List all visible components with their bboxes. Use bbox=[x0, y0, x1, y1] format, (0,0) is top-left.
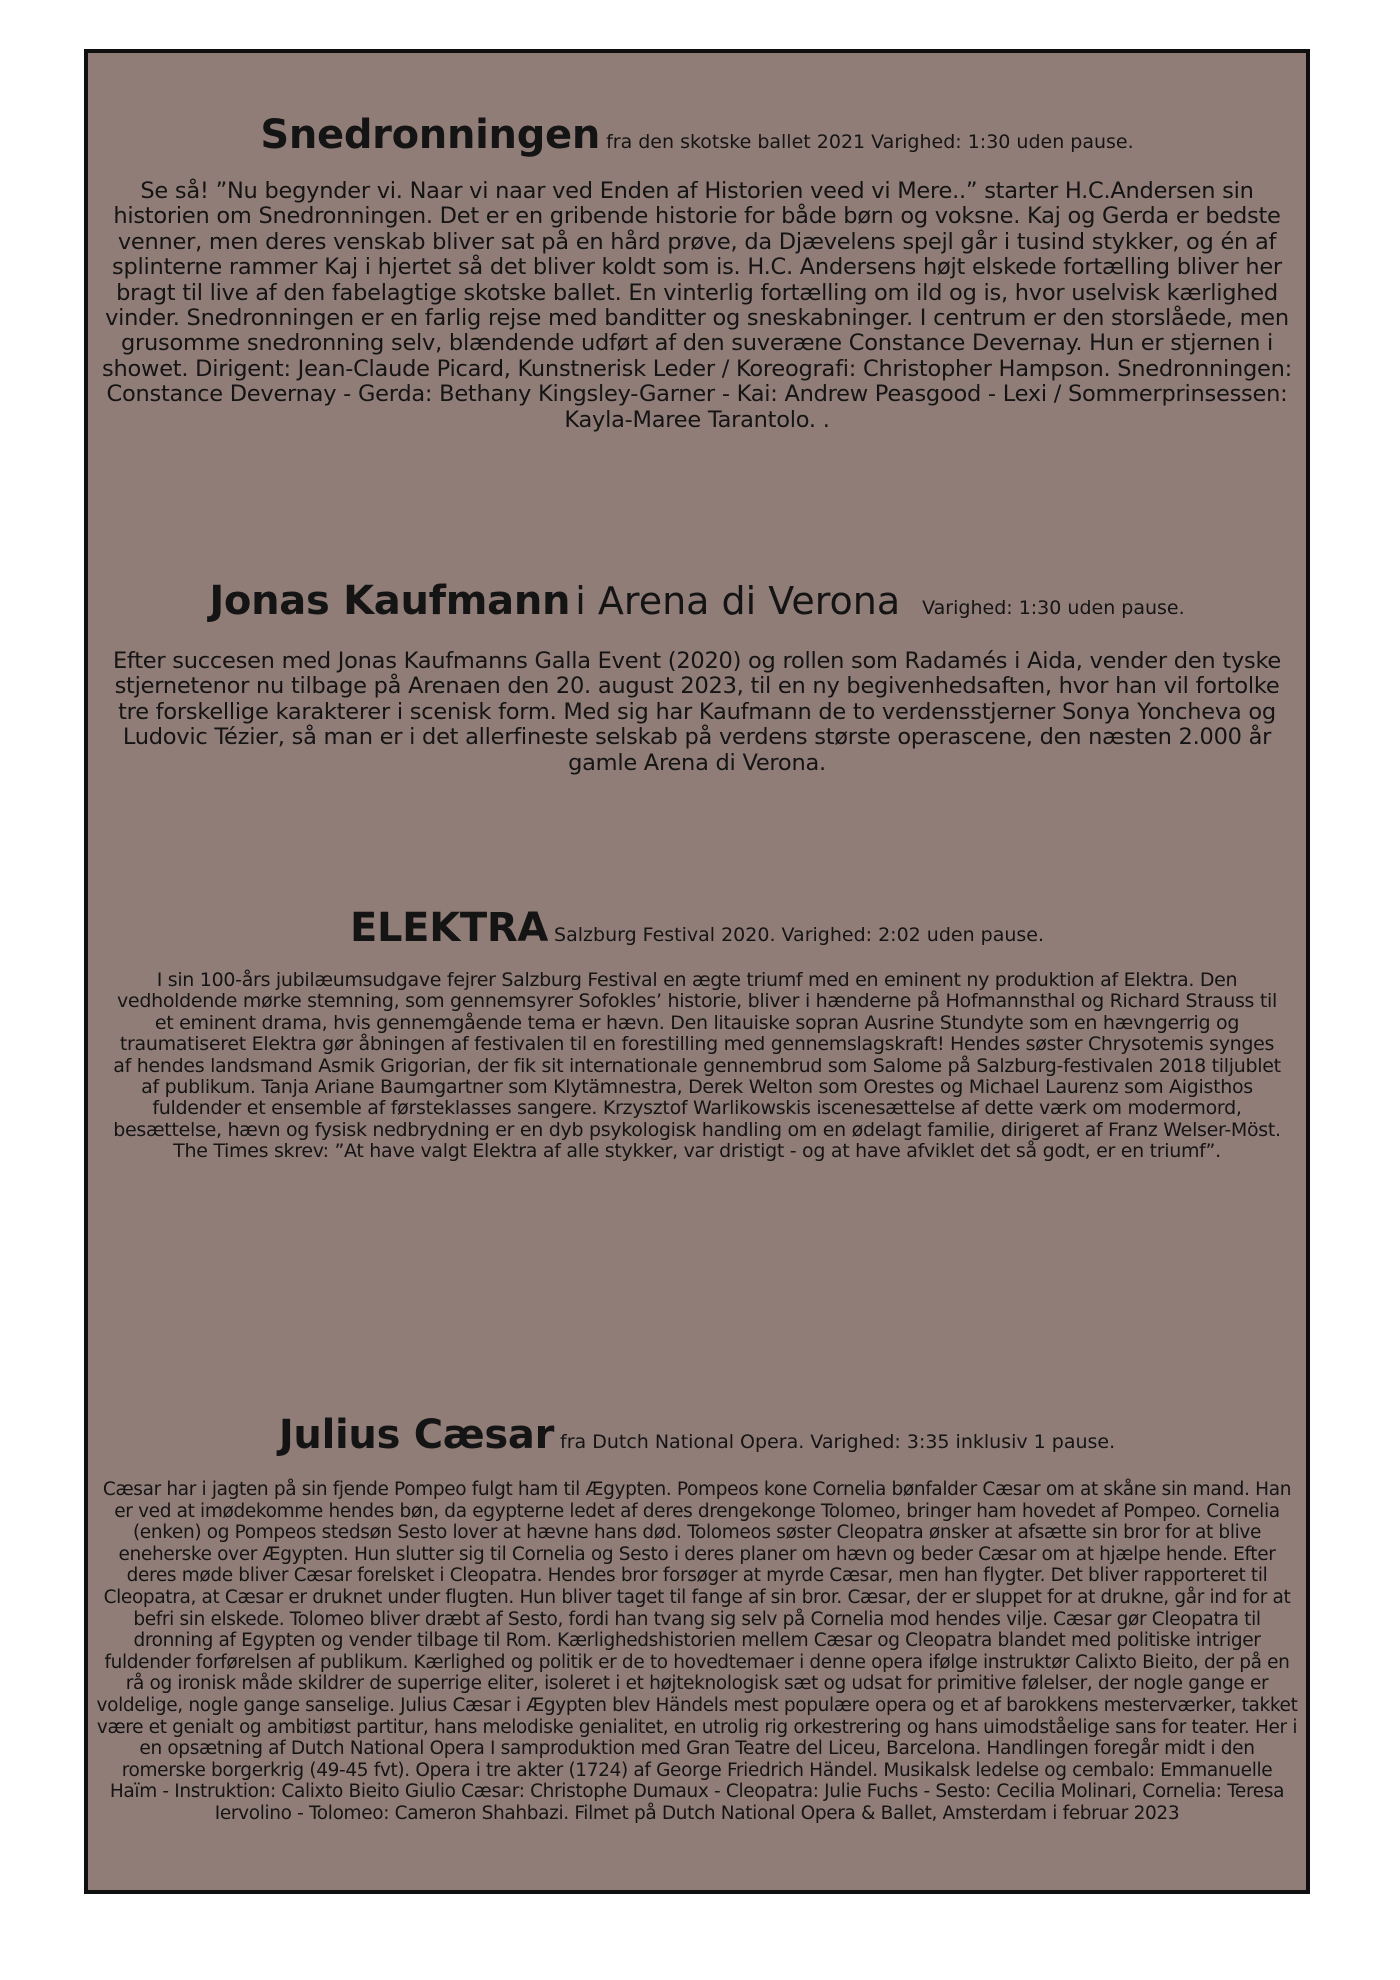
event-heading bbox=[94, 579, 1300, 623]
event-subtitle: fra den skotske ballet 2021 Varighed: 1:30 uden pause. bbox=[606, 131, 1134, 153]
event-title: Julius Cæsar bbox=[278, 1412, 555, 1458]
event-julius-caesar bbox=[94, 1413, 1300, 1825]
event-description: Se så! ”Nu begynder vi. Naar vi naar ved Enden af Historien veed vi Mere..” starter H.C.Andersen sin historien om Snedronningen. Det er en gribende historie for både børn og voksne. Kaj og Gerda er bedste venner, men deres venskab bliver sat på en hård prøve, da Djævelens spejl går i tusind stykker, og én af splinterne rammer Kaj i hjertet så det bliver koldt som is. H.C. Andersens højt elskede fortælling bliver her bragt til live af den fabelagtige skotske ballet. En vinterlig fortælling om ild og is, hvor uselvisk kærlighed vinder. Snedronningen er en farlig rejse med banditter og sneskabninger. I centrum er den storslåede, men grusomme snedronning selv, blændende udført af den suveræne Constance Devernay. Hun er stjernen i showet. Dirigent: Jean-Claude Picard, Kunstnerisk Leder / Koreografi: Christopher Hampson. Snedronningen: Constance Devernay - Gerda: Bethany Kingsley-Garner - Kai: Andrew Peasgood - Lexi / Sommerprinsessen: Kayla-Maree Tarantolo. . bbox=[102, 178, 1292, 433]
programme-panel bbox=[84, 49, 1310, 1894]
event-subtitle: Varighed: 1:30 uden pause. bbox=[922, 597, 1185, 619]
event-heading bbox=[94, 113, 1300, 157]
event-heading bbox=[94, 906, 1300, 950]
event-snedronningen bbox=[94, 113, 1300, 433]
event-elektra bbox=[94, 906, 1300, 1163]
event-subtitle: fra Dutch National Opera. Varighed: 3:35 inklusiv 1 pause. bbox=[560, 1431, 1116, 1453]
event-title-rest: i Arena di Verona bbox=[575, 579, 901, 623]
event-title: Jonas Kaufmann bbox=[209, 578, 571, 624]
event-subtitle: Salzburg Festival 2020. Varighed: 2:02 uden pause. bbox=[554, 924, 1045, 946]
event-heading bbox=[94, 1413, 1300, 1457]
event-description: Efter succesen med Jonas Kaufmanns Galla Event (2020) og rollen som Radamés i Aida, vender den tyske stjernetenor nu tilbage på Arenaen den 20. august 2023, til en ny begivenhedsaften, hvor han vil fortolke tre forskellige karakterer i scenisk form. Med sig har Kaufmann de to verdensstjerner Sonya Yoncheva og Ludovic Tézier, så man er i det allerfineste selskab på verdens største operascene, den næsten 2.000 år gamle Arena di Verona. bbox=[112, 648, 1282, 776]
event-title: Snedronningen bbox=[260, 112, 601, 158]
event-description: Cæsar har i jagten på sin fjende Pompeo fulgt ham til Ægypten. Pompeos kone Cornelia bønfalder Cæsar om at skåne sin mand. Han er ved at imødekomme hendes bøn, da egypterne ledet af deres drengekonge Tolomeo, bringer ham hovedet af Pompeo. Cornelia (enken) og Pompeos stedsøn Sesto lover at hævne hans død. Tolomeos søster Cleopatra ønsker at afsætte sin bror for at blive eneherske over Ægypten. Hun slutter sig til Cornelia og Sesto i deres planer om hævn og beder Cæsar om at hjælpe hende. Efter deres møde bliver Cæsar forelsket i Cleopatra. Hendes bror forsøger at myrde Cæsar, men han flygter. Det bliver rapporteret til Cleopatra, at Cæsar er druknet under flugten. Hun bliver taget til fange af sin bror. Cæsar, der er sluppet for at drukne, går ind for at befri sin elskede. Tolomeo bliver dræbt af Sesto, fordi han tvang sig selv på Cornelia mod hendes vilje. Cæsar gør Cleopatra til dronning af Egypten og vender tilbage til Rom. Kærlighedshistorien mellem Cæsar og Cleopatra blandet med politiske intriger fuldender forførelsen af publikum. Kærlighed og politik er de to hovedtemaer i denne opera ifølge instruktør Calixto Bieito, der på en rå og ironisk måde skildrer de superrige eliter, isoleret i et højteknologisk sæt og udsat for primitive følelser, der nogle gange er voldelige, nogle gange sanselige. Julius Cæsar i Ægypten blev Händels mest populære opera og et af barokkens mesterværker, takket være et genialt og ambitiøst partitur, hans melodiske genialitet, en utrolig rig orkestrering og hans uimodståelige sans for teater. Her i en opsætning af Dutch National Opera I samproduktion med Gran Teatre del Liceu, Barcelona. Handlingen foregår midt i den romerske borgerkrig (49-45 fvt). Opera i tre akter (1724) af George Friedrich Händel. Musikalsk ledelse og cembalo: Emmanuelle Haïm - Instruktion: Calixto Bieito Giulio Cæsar: Christophe Dumaux - Cleopatra: Julie Fuchs - Sesto: Cecilia Molinari, Cornelia: Teresa Iervolino - Tolomeo: Cameron Shahbazi. Filmet på Dutch National Opera & Ballet, Amsterdam i februar 2023 bbox=[96, 1479, 1298, 1824]
event-description: I sin 100-års jubilæumsudgave fejrer Salzburg Festival en ægte triumf med en eminent ny produktion af Elektra. Den vedholdende mørke stemning, som gennemsyrer Sofokles’ historie, bliver i hænderne på Hofmannsthal og Richard Strauss til et eminent drama, hvis gennemgående tema er hævn. Den litauiske sopran Ausrine Stundyte som en hævngerrig og traumatiseret Elektra gør åbningen af festivalen til en forestilling med gennemslagskraft! Hendes søster Chrysotemis synges af hendes landsmand Asmik Grigorian, der fik sit internationale gennembrud som Salome på Salzburg-festivalen 2018 tiljublet af publikum. Tanja Ariane Baumgartner som Klytämnestra, Derek Welton som Orestes og Michael Laurenz som Aigisthos fuldender et ensemble af førsteklasses sangere. Krzysztof Warlikowskis iscenesættelse af dette værk om modermord, besættelse, hævn og fysisk nedbrydning er en dyb psykologisk handling om en ødelagt familie, dirigeret af Franz Welser-Möst. The Times skrev: ”At have valgt Elektra af alle stykker, var dristigt - og at have afviklet det så godt, er en triumf”. bbox=[113, 969, 1281, 1163]
event-jonas-kaufmann bbox=[94, 579, 1300, 776]
event-title: ELEKTRA bbox=[349, 905, 549, 951]
